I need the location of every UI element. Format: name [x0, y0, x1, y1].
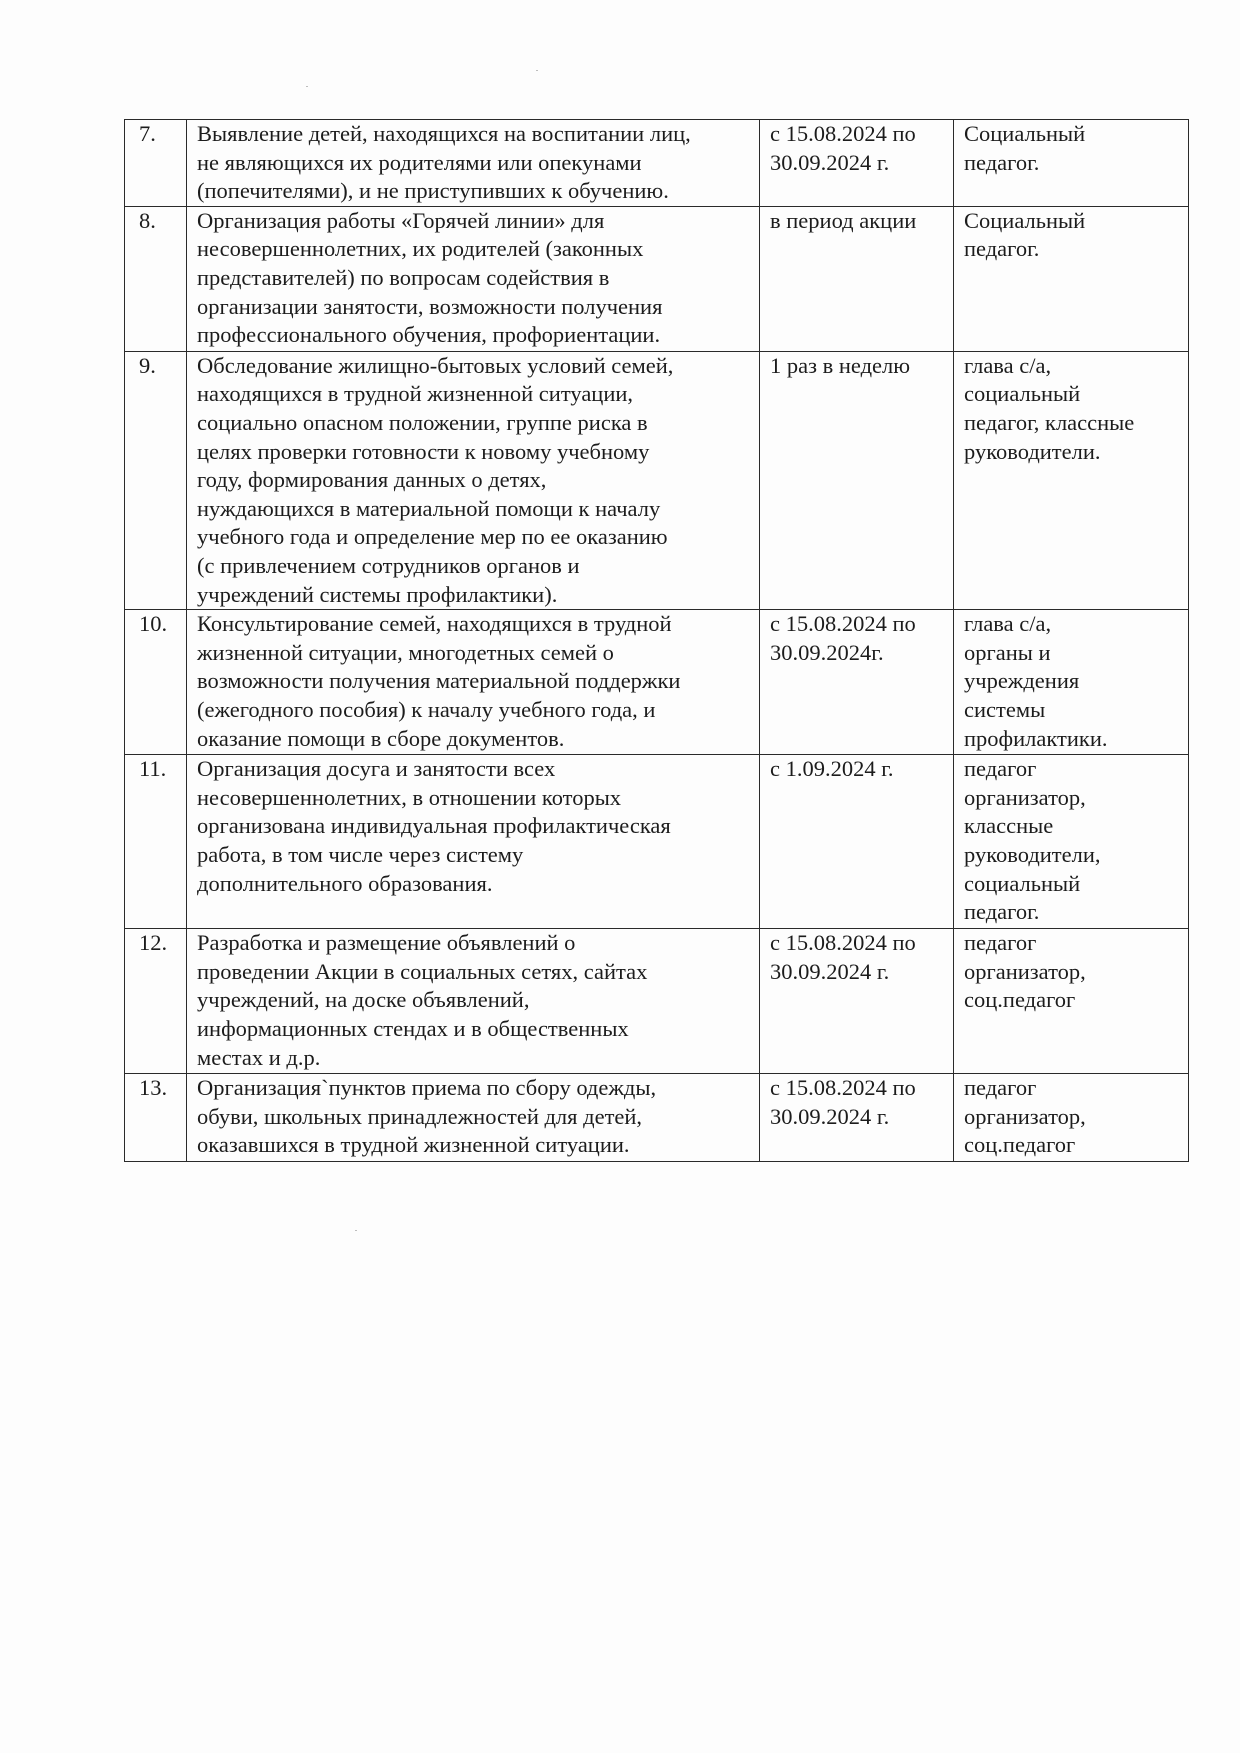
activity-term: 1 раз в неделю [760, 351, 954, 609]
activity-description: Организация досуга и занятости всех несовершеннолетних, в отношении которых организована индивидуальная профилактическая работа, в том числе через систему дополнительного образования. [187, 755, 760, 929]
row-number: 9. [125, 351, 187, 609]
table-row [125, 206, 1189, 351]
table-row [125, 610, 1189, 755]
table-row [125, 929, 1189, 1074]
row-number: 11. [125, 755, 187, 929]
activity-description: Организация работы «Горячей линии» для несовершеннолетних, их родителей (законных представителей) по вопросам содействия в организации занятости, возможности получения профессионального обучения, профориентации. [187, 206, 760, 351]
activity-description: Обследование жилищно-бытовых условий семей, находящихся в трудной жизненной ситуации, социально опасном положении, группе риска в целях проверки готовности к новому учебному году, формирования данных о детях, нуждающихся в материальной помощи к началу учебного года и определение мер по ее оказанию (с привлечением сотрудников органов и учреждений системы профилактики). [187, 351, 760, 609]
activity-term: с 1.09.2024 г. [760, 755, 954, 929]
activity-term: в период акции [760, 206, 954, 351]
activity-responsible: глава с/а, органы и учреждения системы профилактики. [954, 610, 1189, 755]
table-row [125, 1074, 1189, 1162]
activity-responsible: педагог организатор, соц.педагог [954, 929, 1189, 1074]
activity-term: с 15.08.2024 по 30.09.2024 г. [760, 120, 954, 207]
table-row [125, 755, 1189, 929]
table-row [125, 120, 1189, 207]
activity-responsible: глава с/а, социальный педагог, классные руководители. [954, 351, 1189, 609]
row-number: 12. [125, 929, 187, 1074]
scan-artifact [306, 86, 308, 87]
activity-description: Разработка и размещение объявлений о проведении Акции в социальных сетях, сайтах учреждений, на доске объявлений, информационных стендах и в общественных местах и д.р. [187, 929, 760, 1074]
row-number: 7. [125, 120, 187, 207]
activity-description: Организация`пунктов приема по сбору одежды, обуви, школьных принадлежностей для детей, оказавшихся в трудной жизненной ситуации. [187, 1074, 760, 1162]
row-number: 13. [125, 1074, 187, 1162]
activity-term: с 15.08.2024 по 30.09.2024г. [760, 610, 954, 755]
activity-responsible: педагог организатор, соц.педагог [954, 1074, 1189, 1162]
activity-responsible: Социальный педагог. [954, 120, 1189, 207]
activity-term: с 15.08.2024 по 30.09.2024 г. [760, 929, 954, 1074]
scan-artifact [355, 1230, 357, 1231]
activity-term: с 15.08.2024 по 30.09.2024 г. [760, 1074, 954, 1162]
activities-table [124, 119, 1189, 1162]
activity-description: Консультирование семей, находящихся в трудной жизненной ситуации, многодетных семей о возможности получения материальной поддержки (ежегодного пособия) к началу учебного года, и оказание помощи в сборе документов. [187, 610, 760, 755]
row-number: 8. [125, 206, 187, 351]
row-number: 10. [125, 610, 187, 755]
scan-artifact [536, 70, 538, 71]
table-row [125, 351, 1189, 609]
activity-responsible: Социальный педагог. [954, 206, 1189, 351]
activity-responsible: педагог организатор, классные руководители, социальный педагог. [954, 755, 1189, 929]
activity-description: Выявление детей, находящихся на воспитании лиц, не являющихся их родителями или опекунами (попечителями), и не приступивших к обучению. [187, 120, 760, 207]
